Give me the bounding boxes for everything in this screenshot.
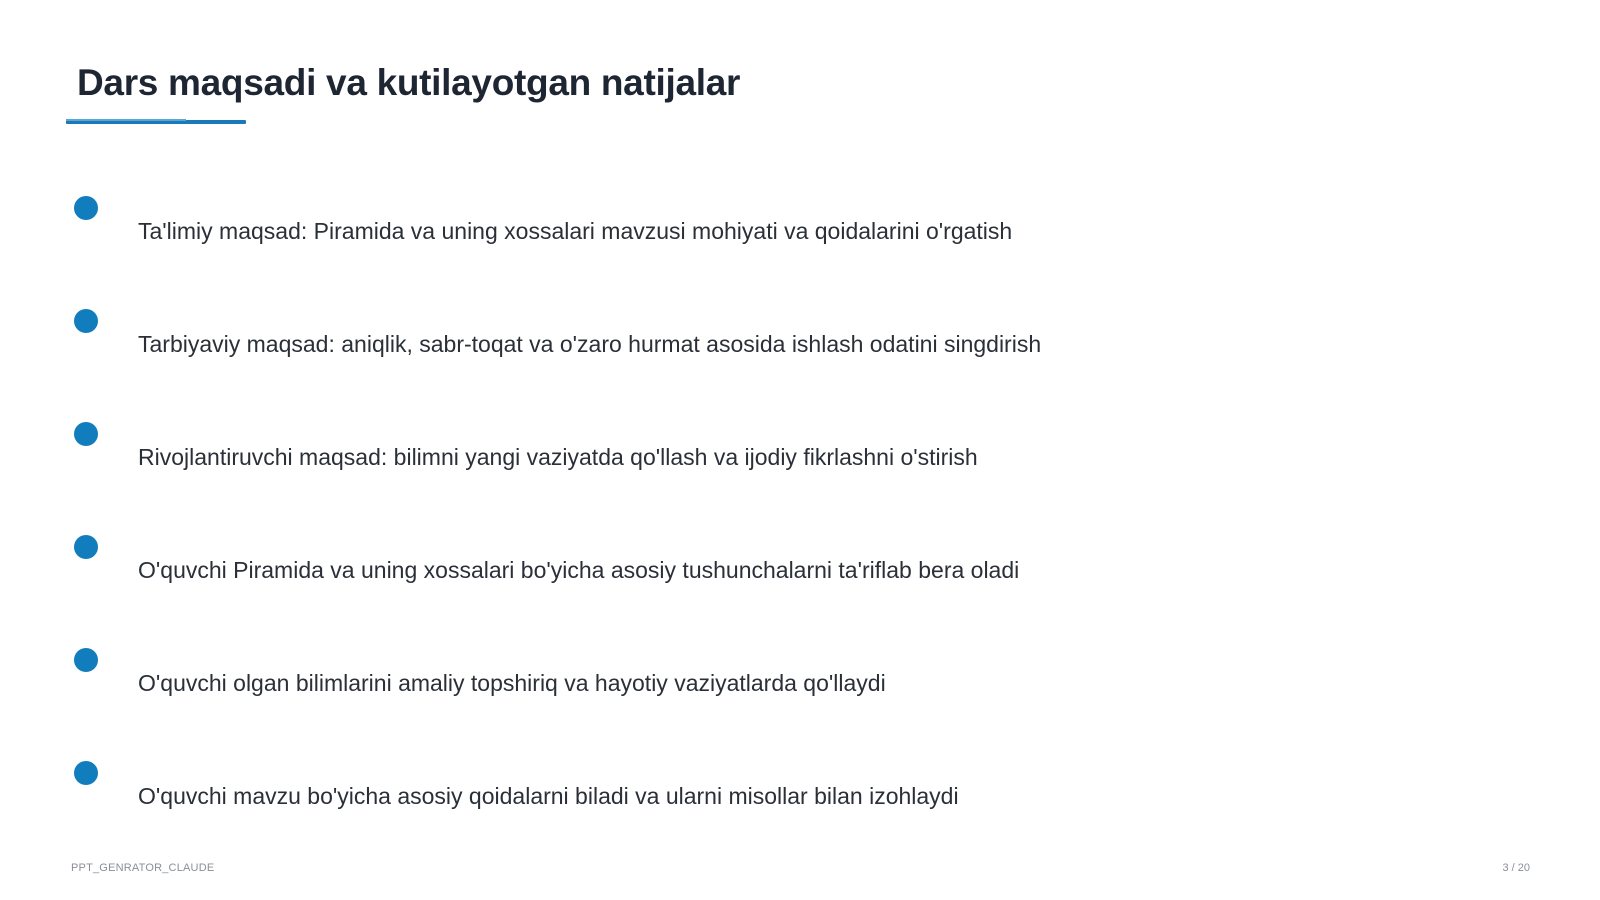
slide-title: Dars maqsadi va kutilayotgan natijalar: [77, 62, 741, 103]
bullet-dot-icon: [74, 309, 98, 333]
footer-label: PPT_GENRATOR_CLAUDE: [71, 862, 215, 874]
bullet-text: O'quvchi mavzu bo'yicha asosiy qoidalarni biladi va ularni misollar bilan izohlaydi: [138, 783, 959, 809]
bullet-dot-icon: [74, 648, 98, 672]
bullet-item: [74, 535, 1474, 595]
page-indicator: 3 / 20: [1502, 862, 1530, 874]
bullet-dot-icon: [74, 535, 98, 559]
bullet-text: Tarbiyaviy maqsad: aniqlik, sabr-toqat va o'zaro hurmat asosida ishlash odatini singdirish: [138, 331, 1042, 357]
bullet-item: [74, 422, 1474, 482]
bullet-text: Rivojlantiruvchi maqsad: bilimni yangi vaziyatda qo'llash va ijodiy fikrlashni o'stirish: [138, 444, 978, 470]
bullet-text: O'quvchi olgan bilimlarini amaliy topshiriq va hayotiy vaziyatlarda qo'llaydi: [138, 670, 886, 696]
bullet-item: [74, 196, 1474, 256]
bullet-item: [74, 309, 1474, 369]
bullet-dot-icon: [74, 196, 98, 220]
bullet-dot-icon: [74, 761, 98, 785]
bullet-text: O'quvchi Piramida va uning xossalari bo'yicha asosiy tushunchalarni ta'riflab bera oladi: [138, 557, 1020, 583]
bullet-dot-icon: [74, 422, 98, 446]
bullet-item: [74, 648, 1474, 708]
bullet-text: Ta'limiy maqsad: Piramida va uning xossalari mavzusi mohiyati va qoidalarini o'rgatish: [138, 218, 1013, 244]
bullet-item: [74, 761, 1474, 821]
